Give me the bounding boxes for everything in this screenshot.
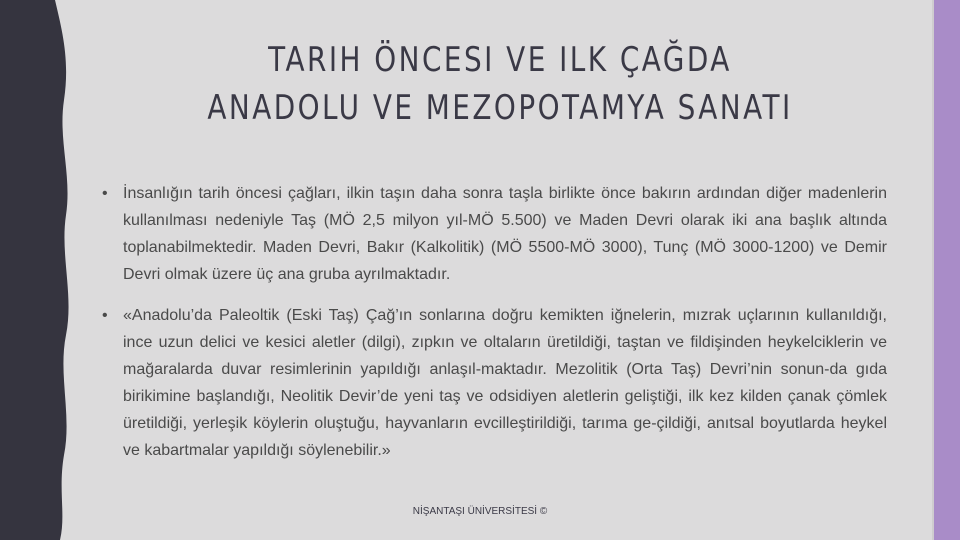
- bullet-text: «Anadolu’da Paleoltik (Eski Taş) Çağ’ın sonlarına doğru kemikten iğnelerin, mızrak uçlarının kullanıldığı, ince uzun delici ve kesici aletler (dilgi), zıpkın ve oltaların üretildiği, taştan ve fildişinden heykelciklerin ve mağaralarda duvar resimlerinin yapıldığı anlaşıl-maktadır. Mezolitik (Orta Taş) Devri’nin sonun-da gıda birikimine başlandığı, Neolitik Devir’de yeni taş ve odsidiyen aletlerin geliştiği, ilk kez kilden çanak çömlek üretildiği, yerleşik köylerin oluştuğu, hayvanların evcilleştirildiği, tarıma ge-çildiği, anıtsal boyutlarda heykel ve kabartmalar yapıldığı söylenebilir.»: [123, 307, 887, 459]
- slide-title: TARIH ÖNCESI VE ILK ÇAĞDA ANADOLU VE MEZOPOTAMYA SANATI: [207, 40, 793, 128]
- bullet-text: İnsanlığın tarih öncesi çağları, ilkin taşın daha sonra taşla birlikte önce bakırın ardından diğer madenlerin kullanılması nedeniyle Taş (MÖ 2,5 milyon yıl-MÖ 5.500) ve Maden Devri olarak iki ana başlık altında toplanabilmektedir. Maden Devri, Bakır (Kalkolitik) (MÖ 5500-MÖ 3000), Tunç (MÖ 3000-1200) ve Demir Devri olmak üzere üç ana gruba ayrılmaktadır.: [123, 185, 887, 283]
- right-accent-band: [934, 0, 960, 540]
- bullet-dot-icon: •: [102, 185, 108, 202]
- bullet-item: [102, 302, 887, 464]
- left-decorative-band: [0, 0, 80, 540]
- bullet-dot-icon: •: [102, 307, 108, 324]
- bullet-item: [102, 180, 887, 288]
- slide-content: [102, 180, 887, 478]
- slide-footer: NİŞANTAŞI ÜNİVERSİTESİ ©: [412, 506, 548, 517]
